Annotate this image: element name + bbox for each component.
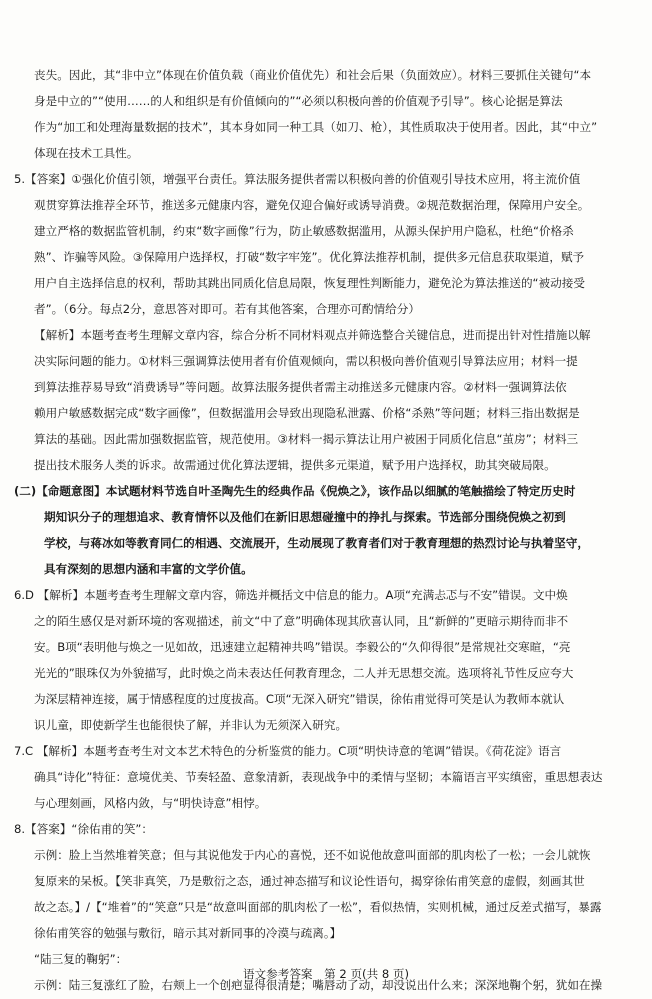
text-line: 到算法推荐易导致“消费诱导”等问题。故算法服务提供者需主动推送多元健康内容。②材料一强调算法依 (34, 380, 567, 394)
text-line: 期知识分子的理想追求、教育情怀以及他们在新旧思想碰撞中的挣扎与探索。节选部分围绕倪焕之初到 (44, 510, 566, 524)
text-line: 故之态。】/【“堆着”的“笑意”只是“故意叫面部的肌肉松了一松”，看似热情，实则机械，通过反差式描写，暴露 (34, 900, 602, 914)
text-line: 5.【答案】①强化价值引领，增强平台责任。算法服务提供者需以积极向善的价值观引导技术应用，将主流价值 (14, 172, 581, 186)
text-line: 熟”、诈骗等风险。③保障用户选择权，打破“数字牢笼”。优化算法推荐机制，提供多元信息获取渠道，赋予 (34, 250, 585, 264)
text-line: 丧失。因此，其“非中立”体现在价值负载（商业价值优先）和社会后果（负面效应）。材料三要抓住关键句“本 (34, 68, 592, 82)
text-line: 建立严格的数据监管机制，约束“数字画像”行为，防止敏感数据滥用，从源头保护用户隐私，杜绝“价格杀 (34, 224, 574, 238)
document-body (14, 62, 640, 998)
text-line: “陆三复的鞠躬”： (34, 952, 128, 966)
text-line: 徐佑甫笑容的勉强与敷衍，暗示其对新同事的冷漠与疏离。】 (34, 926, 342, 940)
text-line: 识儿童，即使新学生也能很快了解，并非认为无须深入研究。 (34, 718, 348, 732)
text-line: 算法的基础。因此需加强数据监管，规范使用。③材料一揭示算法让用户被困于同质化信息“茧房”；材料三 (34, 432, 579, 446)
text-line: 示例：陆三复涨红了脸，右颊上一个创疤显得很清楚；嘴唇动了动，却没说出什么来；深深地鞠个躬，犹如在操 (34, 978, 603, 992)
text-line: (二)【命题意图】本试题材料节选自叶圣陶先生的经典作品《倪焕之》，该作品以细腻的笔触描绘了特定历史时 (14, 484, 576, 498)
text-line: 光光的”眼珠仅为外貌描写，此时焕之尚未表达任何教育理念，二人并无思想交流。选项将礼节性反应夸大 (34, 666, 574, 680)
text-line: 具有深刻的思想内涵和丰富的文学价值。 (44, 562, 253, 576)
text-line: 用户自主选择信息的权利，帮助其跳出同质化信息局限，恢复理性判断能力，避免沦为算法推送的“被动接受 (34, 276, 585, 290)
text-line: 7.C 【解析】本题考查考生对文本艺术特色的分析鉴赏的能力。C项“明快诗意的笔调”错误。《荷花淀》语言 (14, 744, 562, 758)
text-line: 身是中立的”“使用……的人和组织是有价值倾向的”“必须以积极向善的价值观予引导”。核心论据是算法 (34, 94, 563, 108)
text-line: 复原来的呆板。【笑非真笑，乃是敷衍之态，通过神态描写和议论性语句，揭穿徐佑甫笑意的虚假，刻画其世 (34, 874, 585, 888)
text-line: 学校，与蒋冰如等教育同仁的相遇、交流展开，生动展现了教育者们对于教育理想的热烈讨论与执着坚守， (44, 536, 589, 550)
text-line: 8.【答案】“徐佑甫的笑”： (14, 822, 154, 836)
text-line: 【解析】本题考查考生理解文章内容，综合分析不同材料观点并筛选整合关键信息，进而提出针对性措施以解 (34, 328, 591, 342)
text-line: 观贯穿算法推荐全环节，推送多元健康内容，避免仅迎合偏好或诱导消费。②规范数据治理，保障用户安全。 (34, 198, 590, 212)
text-line: 者”。（6分。每点2分，意思答对即可。若有其他答案，合理亦可酌情给分） (34, 302, 420, 316)
text-line: 示例：脸上当然堆着笑意；但与其说他发于内心的喜悦，还不如说他故意叫面部的肌肉松了一松；一会儿就恢 (34, 848, 591, 862)
text-line: 赖用户敏感数据完成“数字画像”，但数据滥用会导致出现隐私泄露、价格“杀熟”等问题；材料三指出数据是 (34, 406, 580, 420)
text-line: 作为“加工和处理海量数据的技术”，其本身如同一种工具（如刀、枪），其性质取决于使用者。因此，其“中立” (34, 120, 598, 134)
text-line: 与心理刻画，风格内敛，与“明快诗意”相悖。 (34, 796, 267, 810)
text-line: 6.D 【解析】本题考查考生理解文章内容，筛选并概括文中信息的能力。A项“充满忐忑与不安”错误。文中焕 (14, 588, 568, 602)
text-line: 决实际问题的能力。①材料三强调算法使用者有价值观倾向，需以积极向善价值观引导算法应用；材料一提 (34, 354, 578, 368)
text-line: 确具“诗化”特征：意境优美、节奏轻盈、意象清新，表现战争中的柔情与坚韧；本篇语言平实缜密，重思想表达 (34, 770, 603, 784)
page-footer: 语文参考答案 第 2 页(共 8 页) (242, 967, 410, 981)
text-line: 为深层精神连接，属于情感程度的过度拔高。C项“无深入研究”错误，徐佑甫觉得可笑是认为教师本就认 (34, 692, 565, 706)
text-line: 提出技术服务人类的诉求。故需通过优化算法逻辑，提供多元渠道，赋予用户选择权，助其突破局限。 (34, 458, 556, 472)
text-line: 体现在技术工具性。 (34, 146, 139, 160)
text-line: 安。B项“表明他与焕之一见如故，迅速建立起精神共鸣”错误。李毅公的“久仰得很”是常规社交寒暄，“亮 (34, 640, 571, 654)
text-line: 之的陌生感仅是对新环境的客观描述，前文“中了意”明确体现其欣喜认同，且“新鲜的”更暗示期待而非不 (34, 614, 569, 628)
